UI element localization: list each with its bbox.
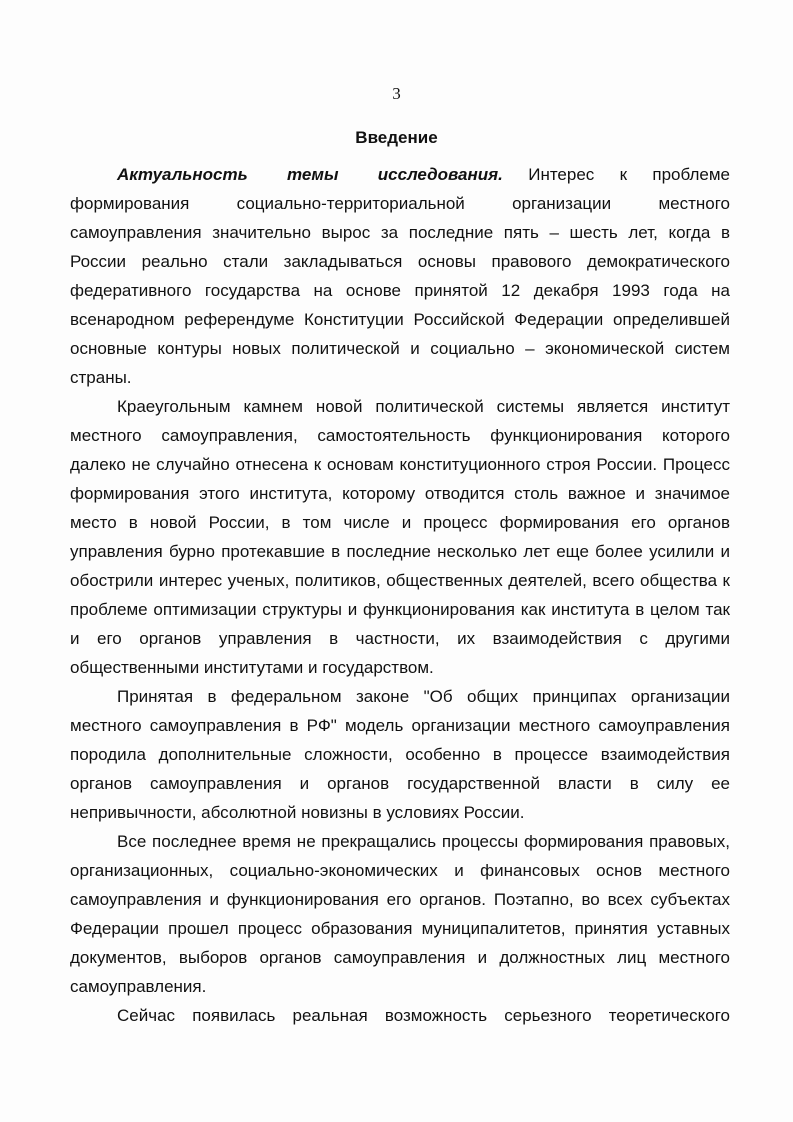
paragraph-processes: Все последнее время не прекращались процессы формирования правовых, организационных, социально-экономических и финансовых основ местного самоуправления и функционирования его органов. Поэтапно, во всех субъектах Федерации прошел процесс образования муниципалитетов, принятия уставных документов, выборов органов самоуправления и должностных лиц местного самоуправления. [70,832,730,996]
paragraph-lead: Актуальность темы исследования. [117,165,503,184]
section-title: Введение [355,128,438,147]
paragraph-federal-law: Принятая в федеральном законе "Об общих принципах организации местного самоуправления в РФ" модель организации местного самоуправления породила дополнительные сложности, особенно в процессе взаимодействия органов самоуправления и органов государственной власти в силу ее непривычности, абсолютной новизны в условиях России. [70,687,730,822]
paragraph-cornerstone: Краеугольным камнем новой политической системы является институт местного самоуправления, самостоятельность функционирования которого далеко не случайно отнесена к основам конституционного строя России. Процесс формирования этого института, которому отводится столь важное и значимое место в новой России, в том числе и процесс формирования его органов управления бурно протекавшие в последние несколько лет еще более усилили и обострили интерес ученых, политиков, общественных деятелей, всего общества к проблеме оптимизации структуры и функционирования как института в целом так и его органов управления в частности, их взаимодействия с другими общественными институтами и государством. [70,397,730,677]
paragraph-text: Интерес к проблеме формирования социально-территориальной организации местного самоуправления значительно вырос за последние пять – шесть лет, когда в России реально стали закладываться основы правового демократического федеративного государства на основе принятой 12 декабря 1993 года на всенародном референдуме Конституции Российской Федерации определившей основные контуры новых политической и социально – экономической систем страны. [70,165,730,387]
paragraph-relevance [70,160,730,392]
body-text [70,160,730,1030]
page-number: 3 [392,84,401,103]
paragraph-opportunity: Сейчас появилась реальная возможность серьезного теоретического [117,1006,730,1025]
